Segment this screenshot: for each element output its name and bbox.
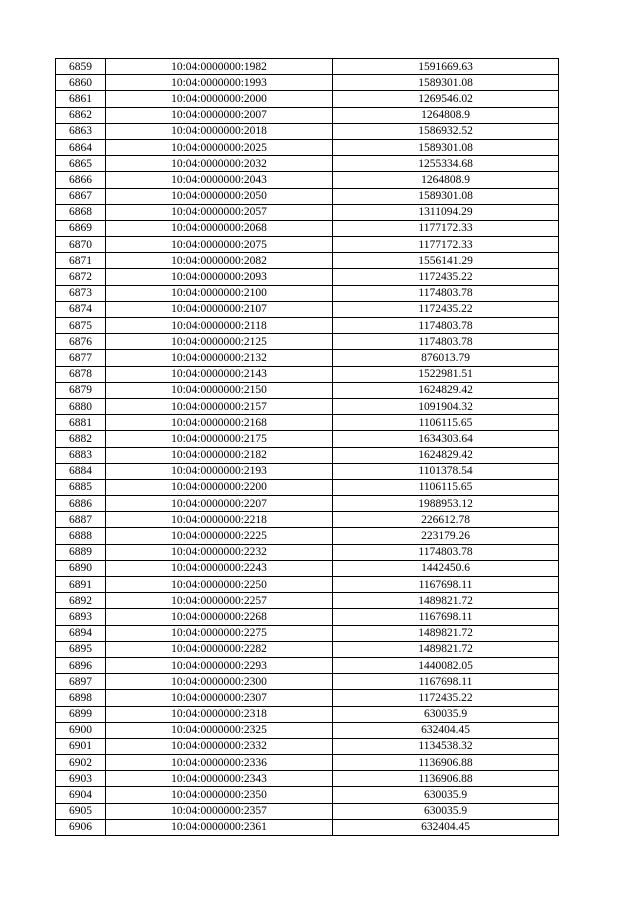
value-cell: 1101378.54 (333, 463, 559, 479)
row-number-cell: 6863 (56, 123, 106, 139)
table-row (56, 91, 559, 107)
table-row (56, 528, 559, 544)
row-number-cell: 6888 (56, 528, 106, 544)
table-row (56, 787, 559, 803)
cadastral-number-cell: 10:04:0000000:2307 (106, 690, 333, 706)
table-row (56, 334, 559, 350)
cadastral-number-cell: 10:04:0000000:2100 (106, 285, 333, 301)
value-cell: 1136906.88 (333, 755, 559, 771)
cadastral-number-cell: 10:04:0000000:2018 (106, 123, 333, 139)
value-cell: 1589301.08 (333, 188, 559, 204)
cadastral-number-cell: 10:04:0000000:2268 (106, 609, 333, 625)
table-row (56, 657, 559, 673)
value-cell: 226612.78 (333, 512, 559, 528)
row-number-cell: 6893 (56, 609, 106, 625)
table-row (56, 479, 559, 495)
cadastral-number-cell: 10:04:0000000:2193 (106, 463, 333, 479)
table-row (56, 156, 559, 172)
table-row (56, 803, 559, 819)
table-row (56, 269, 559, 285)
table-row (56, 609, 559, 625)
row-number-cell: 6891 (56, 577, 106, 593)
cadastral-number-cell: 10:04:0000000:2043 (106, 172, 333, 188)
value-cell: 1522981.51 (333, 366, 559, 382)
value-cell: 630035.9 (333, 787, 559, 803)
table-body (56, 59, 559, 836)
cadastral-number-cell: 10:04:0000000:2157 (106, 398, 333, 414)
table-row (56, 641, 559, 657)
table-row (56, 301, 559, 317)
value-cell: 1174803.78 (333, 334, 559, 350)
cadastral-number-cell: 10:04:0000000:2168 (106, 415, 333, 431)
table-row (56, 237, 559, 253)
cadastral-number-cell: 10:04:0000000:2107 (106, 301, 333, 317)
cadastral-number-cell: 10:04:0000000:2118 (106, 318, 333, 334)
table-row (56, 674, 559, 690)
table-row (56, 318, 559, 334)
value-cell: 1589301.08 (333, 75, 559, 91)
cadastral-number-cell: 10:04:0000000:2361 (106, 819, 333, 835)
value-cell: 1106115.65 (333, 415, 559, 431)
value-cell: 1589301.08 (333, 139, 559, 155)
value-cell: 1624829.42 (333, 447, 559, 463)
row-number-cell: 6884 (56, 463, 106, 479)
value-cell: 632404.45 (333, 819, 559, 835)
row-number-cell: 6874 (56, 301, 106, 317)
cadastral-number-cell: 10:04:0000000:2025 (106, 139, 333, 155)
value-cell: 1311094.29 (333, 204, 559, 220)
value-cell: 1489821.72 (333, 641, 559, 657)
value-cell: 1167698.11 (333, 609, 559, 625)
row-number-cell: 6886 (56, 496, 106, 512)
cadastral-number-cell: 10:04:0000000:2243 (106, 560, 333, 576)
cadastral-number-cell: 10:04:0000000:2275 (106, 625, 333, 641)
cadastral-number-cell: 10:04:0000000:2050 (106, 188, 333, 204)
value-cell: 1489821.72 (333, 593, 559, 609)
row-number-cell: 6885 (56, 479, 106, 495)
row-number-cell: 6900 (56, 722, 106, 738)
value-cell: 1624829.42 (333, 382, 559, 398)
cadastral-number-cell: 10:04:0000000:2332 (106, 738, 333, 754)
table-row (56, 447, 559, 463)
row-number-cell: 6906 (56, 819, 106, 835)
table-row (56, 59, 559, 75)
row-number-cell: 6879 (56, 382, 106, 398)
value-cell: 1442450.6 (333, 560, 559, 576)
table-row (56, 172, 559, 188)
value-cell: 1167698.11 (333, 577, 559, 593)
table-row (56, 690, 559, 706)
row-number-cell: 6895 (56, 641, 106, 657)
row-number-cell: 6873 (56, 285, 106, 301)
row-number-cell: 6868 (56, 204, 106, 220)
row-number-cell: 6875 (56, 318, 106, 334)
table-row (56, 285, 559, 301)
cadastral-number-cell: 10:04:0000000:2257 (106, 593, 333, 609)
cadastral-number-cell: 10:04:0000000:2182 (106, 447, 333, 463)
cadastral-number-cell: 10:04:0000000:2318 (106, 706, 333, 722)
row-number-cell: 6898 (56, 690, 106, 706)
value-cell: 1440082.05 (333, 657, 559, 673)
table-row (56, 577, 559, 593)
cadastral-number-cell: 10:04:0000000:2350 (106, 787, 333, 803)
row-number-cell: 6871 (56, 253, 106, 269)
cadastral-number-cell: 10:04:0000000:2225 (106, 528, 333, 544)
table-row (56, 382, 559, 398)
value-cell: 1177172.33 (333, 220, 559, 236)
table-row (56, 431, 559, 447)
row-number-cell: 6877 (56, 350, 106, 366)
cadastral-number-cell: 10:04:0000000:2357 (106, 803, 333, 819)
cadastral-number-cell: 10:04:0000000:2125 (106, 334, 333, 350)
row-number-cell: 6866 (56, 172, 106, 188)
row-number-cell: 6872 (56, 269, 106, 285)
table-row (56, 625, 559, 641)
table-row (56, 771, 559, 787)
cadastral-number-cell: 10:04:0000000:2325 (106, 722, 333, 738)
value-cell: 1167698.11 (333, 674, 559, 690)
cadastral-number-cell: 10:04:0000000:2093 (106, 269, 333, 285)
row-number-cell: 6867 (56, 188, 106, 204)
cadastral-number-cell: 10:04:0000000:2000 (106, 91, 333, 107)
row-number-cell: 6883 (56, 447, 106, 463)
row-number-cell: 6859 (56, 59, 106, 75)
value-cell: 632404.45 (333, 722, 559, 738)
value-cell: 1591669.63 (333, 59, 559, 75)
table-row (56, 204, 559, 220)
row-number-cell: 6889 (56, 544, 106, 560)
row-number-cell: 6896 (56, 657, 106, 673)
cadastral-number-cell: 10:04:0000000:2007 (106, 107, 333, 123)
value-cell: 1586932.52 (333, 123, 559, 139)
row-number-cell: 6890 (56, 560, 106, 576)
cadastral-number-cell: 10:04:0000000:2068 (106, 220, 333, 236)
table-row (56, 75, 559, 91)
row-number-cell: 6860 (56, 75, 106, 91)
value-cell: 1269546.02 (333, 91, 559, 107)
cadastral-number-cell: 10:04:0000000:1982 (106, 59, 333, 75)
data-table (55, 58, 559, 836)
cadastral-number-cell: 10:04:0000000:2250 (106, 577, 333, 593)
value-cell: 1255334.68 (333, 156, 559, 172)
value-cell: 1634303.64 (333, 431, 559, 447)
value-cell: 1174803.78 (333, 285, 559, 301)
value-cell: 1172435.22 (333, 301, 559, 317)
row-number-cell: 6882 (56, 431, 106, 447)
value-cell: 1177172.33 (333, 237, 559, 253)
table-row (56, 512, 559, 528)
value-cell: 1556141.29 (333, 253, 559, 269)
table-row (56, 188, 559, 204)
table-row (56, 738, 559, 754)
table-row (56, 722, 559, 738)
value-cell: 1172435.22 (333, 690, 559, 706)
table-row (56, 253, 559, 269)
row-number-cell: 6870 (56, 237, 106, 253)
row-number-cell: 6869 (56, 220, 106, 236)
cadastral-number-cell: 10:04:0000000:2282 (106, 641, 333, 657)
table-row (56, 139, 559, 155)
cadastral-number-cell: 10:04:0000000:2207 (106, 496, 333, 512)
row-number-cell: 6904 (56, 787, 106, 803)
table-row (56, 755, 559, 771)
table-row (56, 463, 559, 479)
value-cell: 1134538.32 (333, 738, 559, 754)
value-cell: 223179.26 (333, 528, 559, 544)
table-row (56, 220, 559, 236)
table-row (56, 366, 559, 382)
row-number-cell: 6905 (56, 803, 106, 819)
cadastral-number-cell: 10:04:0000000:2232 (106, 544, 333, 560)
row-number-cell: 6903 (56, 771, 106, 787)
row-number-cell: 6902 (56, 755, 106, 771)
value-cell: 1264808.9 (333, 107, 559, 123)
row-number-cell: 6894 (56, 625, 106, 641)
table-row (56, 350, 559, 366)
row-number-cell: 6876 (56, 334, 106, 350)
cadastral-number-cell: 10:04:0000000:2075 (106, 237, 333, 253)
cadastral-number-cell: 10:04:0000000:2032 (106, 156, 333, 172)
value-cell: 876013.79 (333, 350, 559, 366)
value-cell: 1489821.72 (333, 625, 559, 641)
value-cell: 1136906.88 (333, 771, 559, 787)
cadastral-number-cell: 10:04:0000000:2132 (106, 350, 333, 366)
row-number-cell: 6865 (56, 156, 106, 172)
value-cell: 1174803.78 (333, 318, 559, 334)
value-cell: 1091904.32 (333, 398, 559, 414)
row-number-cell: 6881 (56, 415, 106, 431)
table-row (56, 593, 559, 609)
table-row (56, 706, 559, 722)
table-row (56, 107, 559, 123)
row-number-cell: 6897 (56, 674, 106, 690)
row-number-cell: 6861 (56, 91, 106, 107)
value-cell: 1264808.9 (333, 172, 559, 188)
table-row (56, 544, 559, 560)
cadastral-number-cell: 10:04:0000000:2343 (106, 771, 333, 787)
cadastral-number-cell: 10:04:0000000:2143 (106, 366, 333, 382)
value-cell: 630035.9 (333, 706, 559, 722)
table-row (56, 398, 559, 414)
cadastral-number-cell: 10:04:0000000:2336 (106, 755, 333, 771)
value-cell: 1172435.22 (333, 269, 559, 285)
table-row (56, 415, 559, 431)
table-row (56, 123, 559, 139)
cadastral-number-cell: 10:04:0000000:2057 (106, 204, 333, 220)
cadastral-number-cell: 10:04:0000000:2200 (106, 479, 333, 495)
row-number-cell: 6878 (56, 366, 106, 382)
cadastral-number-cell: 10:04:0000000:1993 (106, 75, 333, 91)
cadastral-number-cell: 10:04:0000000:2300 (106, 674, 333, 690)
table-row (56, 496, 559, 512)
row-number-cell: 6899 (56, 706, 106, 722)
row-number-cell: 6864 (56, 139, 106, 155)
row-number-cell: 6862 (56, 107, 106, 123)
cadastral-number-cell: 10:04:0000000:2293 (106, 657, 333, 673)
table-row (56, 560, 559, 576)
row-number-cell: 6901 (56, 738, 106, 754)
table-row (56, 819, 559, 835)
value-cell: 630035.9 (333, 803, 559, 819)
row-number-cell: 6887 (56, 512, 106, 528)
row-number-cell: 6880 (56, 398, 106, 414)
value-cell: 1106115.65 (333, 479, 559, 495)
cadastral-number-cell: 10:04:0000000:2082 (106, 253, 333, 269)
cadastral-number-cell: 10:04:0000000:2150 (106, 382, 333, 398)
cadastral-number-cell: 10:04:0000000:2175 (106, 431, 333, 447)
value-cell: 1988953.12 (333, 496, 559, 512)
value-cell: 1174803.78 (333, 544, 559, 560)
row-number-cell: 6892 (56, 593, 106, 609)
cadastral-number-cell: 10:04:0000000:2218 (106, 512, 333, 528)
